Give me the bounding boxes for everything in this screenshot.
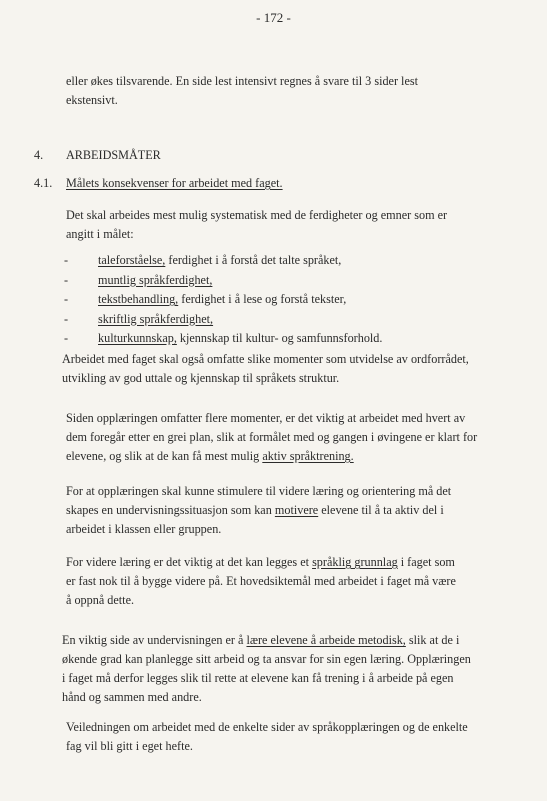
paragraph-1: Det skal arbeides mest mulig systematisk med de ferdigheter og emner som er angitt i målet: — [66, 208, 448, 241]
list-item: - kulturkunnskap, kjennskap til kultur- og samfunnsforhold. — [64, 331, 383, 345]
paragraph-3: Siden opplæringen omfatter flere momenter, er det viktig at arbeidet med hvert av dem foregår etter en grei plan, slik at formålet med og gangen i øvingene er klart for elevene, og slik at de kan få mest mulig aktiv språktrening. — [66, 411, 478, 463]
section-number: 4. — [34, 148, 44, 162]
list-item: - taleforståelse, ferdighet i å forstå det talte språket, — [64, 253, 342, 267]
list-item: - skriftlig språkferdighet, — [64, 311, 214, 326]
section-title: ARBEIDSMÅTER — [66, 148, 161, 162]
list-item: - tekstbehandling, ferdighet i å lese og forstå tekster, — [64, 292, 347, 306]
page-number: - 172 - — [256, 10, 291, 25]
section-heading — [34, 148, 161, 163]
paragraph-7: Veiledningen om arbeidet med de enkelte sider av språkopplæringen og de enkelte fag vil bli gitt i eget hefte. — [66, 720, 468, 753]
list-item: - muntlig språkferdighet, — [64, 272, 213, 287]
skills-list — [64, 251, 382, 349]
subsection-number: 4.1. — [34, 176, 53, 190]
paragraph-5: For videre læring er det viktig at det kan legges et språklig grunnlag i faget som er fast nok til å bygge videre på. Et hovedsiktemål med arbeidet i faget må være å oppnå dette. — [66, 555, 456, 607]
paragraph-4: For at opplæringen skal kunne stimulere til videre læring og orientering må det skapes en undervisningssituasjon som kan motivere elevene til å ta aktiv del i arbeidet i klassen eller gruppen. — [66, 484, 452, 536]
intro-paragraph: eller økes tilsvarende. En side lest intensivt regnes å svare til 3 sider lest ekstensivt. — [66, 74, 418, 107]
subsection-heading — [34, 176, 283, 191]
paragraph-2: Arbeidet med faget skal også omfatte slike momenter som utvidelse av ordforrådet, utvikling av god uttale og kjennskap til språkets struktur. — [62, 352, 469, 385]
subsection-title: Målets konsekvenser for arbeidet med faget. — [66, 176, 283, 190]
paragraph-6: En viktig side av undervisningen er å lære elevene å arbeide metodisk, slik at de i økende grad kan planlegge sitt arbeid og ta ansvar for sin egen læring. Opplæringen i faget må derfor legges slik til rette at elevene kan få trening i å arbeide på egen hånd og sammen med andre. — [62, 633, 471, 704]
